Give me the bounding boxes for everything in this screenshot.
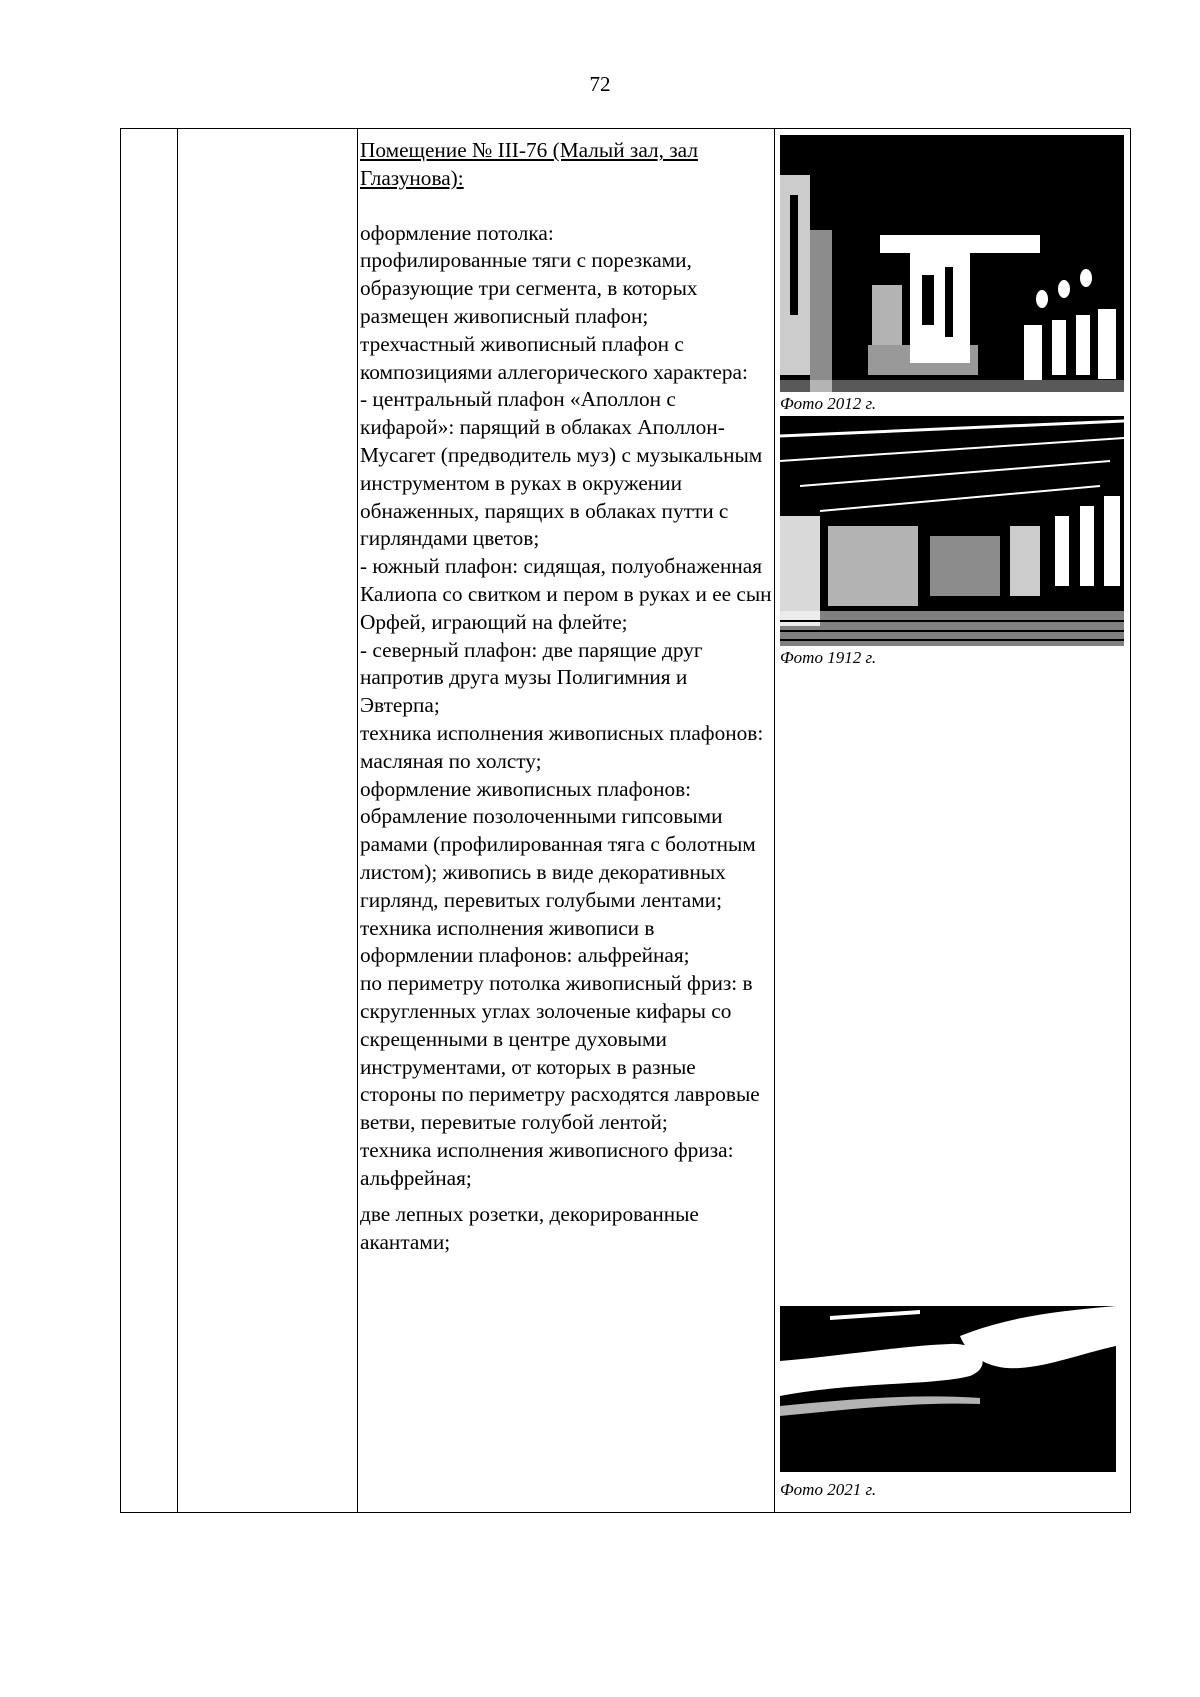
description-cell: [360, 137, 772, 1257]
page-number: 72: [589, 72, 611, 96]
text-line: по периметру потолка живописный фриз: в скругленных углах золоченые кифары со скрещенными в центре духовыми инструментами, от которых в разные стороны по периметру расходятся лавровые ветви, перевитые голубой лентой;: [360, 971, 760, 1135]
text-line: - северный плафон: две парящие друг напротив друга музы Полигимния и Эвтерпа;: [360, 637, 703, 718]
column-divider: [774, 129, 775, 1512]
text-line: две лепных розетки, декорированные акантами;: [360, 1202, 699, 1255]
photo-caption-2012: Фото 2012 г.: [780, 394, 877, 413]
column-divider: [357, 129, 358, 1512]
photo-2021: [780, 1306, 1116, 1472]
hall-photo-1912-icon: [780, 416, 1124, 646]
text-line: профилированные тяги с порезками, образующие три сегмента, в которых размещен живописный плафон;: [360, 248, 698, 328]
text-line: оформление потолка:: [360, 220, 554, 245]
text-line: оформление живописных плафонов: обрамление позолоченными гипсовыми рамами (профилированная тяга с болотным листом); живопись в виде декоративных гирлянд, перевитых голубыми лентами;: [360, 776, 756, 912]
text-line: - южный плафон: сидящая, полуобнаженная Калиопа со свитком и пером в руках и ее сын Орфей, играющий на флейте;: [360, 554, 772, 634]
hall-photo-2012-icon: [780, 135, 1124, 392]
text-line: трехчастный живописный плафон с композициями аллегорического характера:: [360, 331, 748, 384]
photo-1912: [780, 416, 1124, 646]
description-table: [120, 128, 1131, 1513]
photo-caption-2021: Фото 2021 г.: [780, 1480, 877, 1499]
photo-2012: [780, 135, 1124, 392]
room-title: Помещение № III-76 (Малый зал, зал Глазунова):: [360, 138, 698, 190]
text-line: техника исполнения живописи в оформлении плафонов: альфрейная;: [360, 915, 690, 968]
column-divider: [177, 129, 178, 1512]
text-line: - центральный плафон «Аполлон с кифарой»: парящий в облаках Аполлон-Мусагет (предводитель муз) с музыкальным инструментом в руках в окружении обнаженных, парящих в облаках путти с гирляндами цветов;: [360, 387, 763, 551]
rosette-photo-2021-icon: [780, 1306, 1116, 1472]
text-line: техника исполнения живописных плафонов: масляная по холсту;: [360, 720, 764, 773]
text-line: техника исполнения живописного фриза: альфрейная;: [360, 1137, 734, 1190]
photo-caption-1912: Фото 1912 г.: [780, 648, 877, 667]
